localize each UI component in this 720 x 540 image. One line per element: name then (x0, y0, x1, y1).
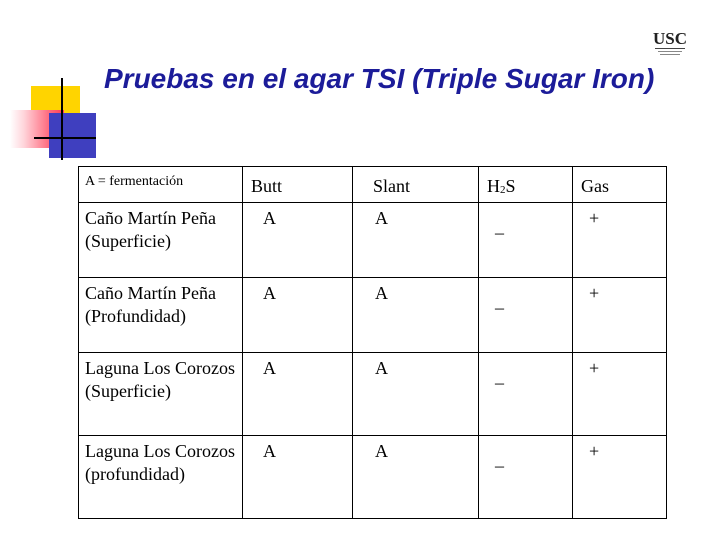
tsi-results-table (78, 166, 667, 519)
cell-h2s-value: _ (495, 449, 504, 469)
cell-h2s (479, 203, 573, 278)
table-header-row (79, 167, 667, 203)
table-row (79, 203, 667, 278)
cell-butt: A (243, 203, 353, 278)
cell-h2s-value: _ (495, 366, 504, 386)
cell-butt: A (243, 353, 353, 436)
table-row (79, 353, 667, 436)
cell-slant: A (353, 436, 479, 519)
table-row (79, 436, 667, 519)
svg-text:USC: USC (652, 29, 688, 48)
cell-h2s (479, 436, 573, 519)
row-label: Caño Martín Peña (Superficie) (79, 203, 243, 278)
cell-butt: A (243, 278, 353, 353)
decor-blue-square (49, 113, 96, 158)
cell-gas: + (573, 278, 667, 353)
header-h2s-s: S (505, 176, 516, 196)
cell-butt: A (243, 436, 353, 519)
row-label: Laguna Los Corozos (profundidad) (79, 436, 243, 519)
cell-gas: + (573, 353, 667, 436)
university-logo (651, 22, 689, 60)
header-h2s-h: H (487, 176, 500, 196)
header-butt: Butt (243, 167, 353, 203)
cell-slant: A (353, 353, 479, 436)
cell-h2s (479, 353, 573, 436)
decor-horizontal-line (34, 137, 96, 139)
table-row (79, 278, 667, 353)
row-label: Caño Martín Peña (Profundidad) (79, 278, 243, 353)
header-gas: Gas (573, 167, 667, 203)
cell-gas: + (573, 203, 667, 278)
slide-title: Pruebas en el agar TSI (Triple Sugar Iron) (104, 63, 655, 94)
cell-gas: + (573, 436, 667, 519)
cell-h2s-value: _ (495, 216, 504, 236)
cell-h2s (479, 278, 573, 353)
header-h2s (479, 167, 573, 203)
header-h2s-subscript: 2 (500, 184, 506, 196)
row-label: Laguna Los Corozos (Superficie) (79, 353, 243, 436)
cell-slant: A (353, 203, 479, 278)
cell-h2s-value: _ (495, 291, 504, 311)
header-slant: Slant (353, 167, 479, 203)
decor-vertical-line (61, 78, 63, 160)
cell-slant: A (353, 278, 479, 353)
legend-cell: A = fermentación (79, 167, 243, 203)
